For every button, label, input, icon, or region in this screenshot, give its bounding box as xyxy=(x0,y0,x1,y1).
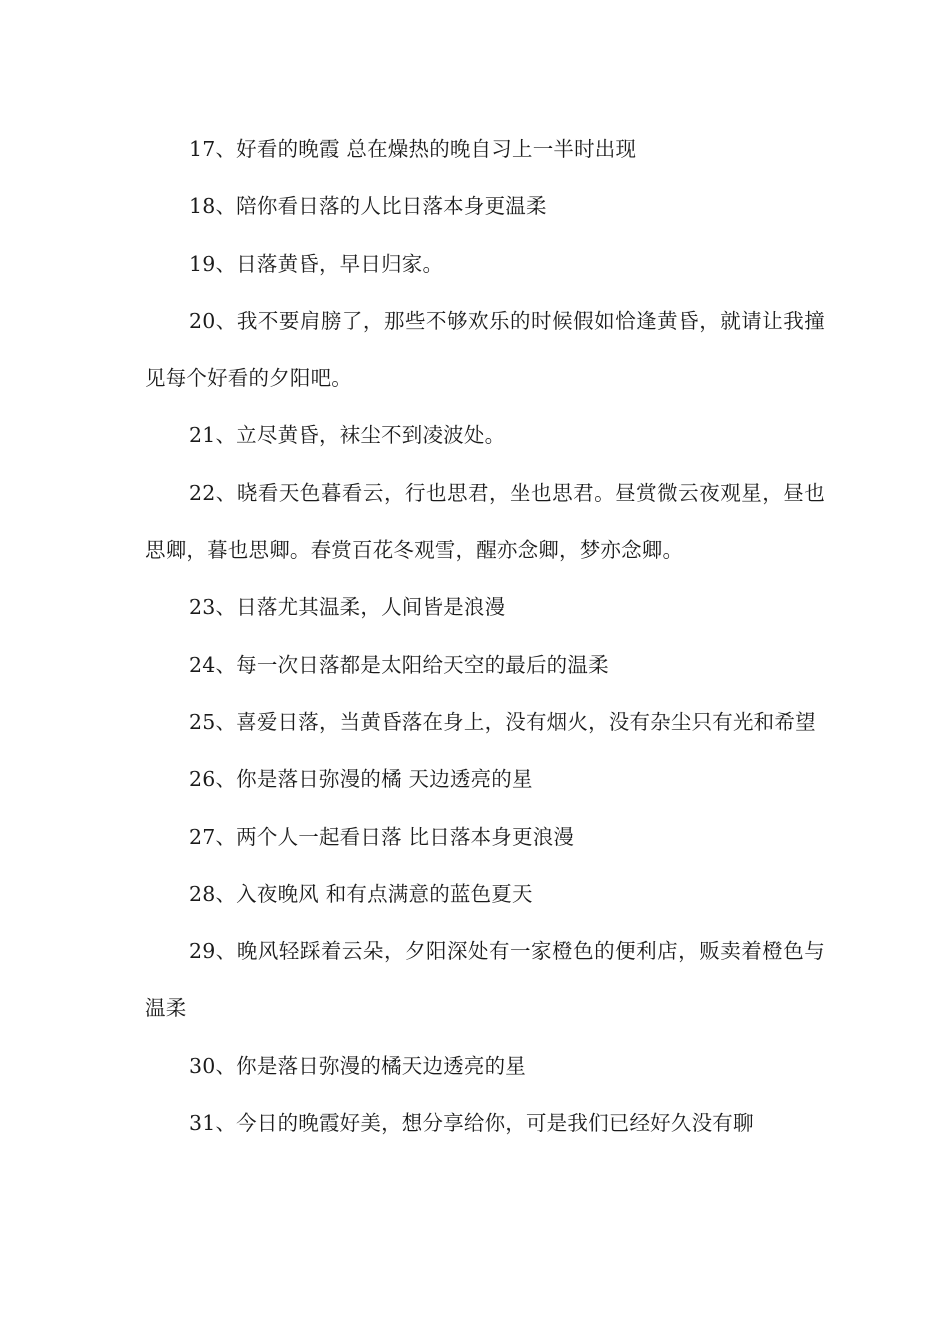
list-item: 30、你是落日弥漫的橘天边透亮的星 xyxy=(189,1053,526,1078)
list-item: 22、晓看天色暮看云，行也思君，坐也思君。昼赏微云夜观星，昼也思卿，暮也思卿。春赏百花冬观雪，醒亦念卿，梦亦念卿。 xyxy=(145,480,825,563)
list-item: 27、两个人一起看日落 比日落本身更浪漫 xyxy=(189,824,575,849)
list-item: 25、喜爱日落，当黄昏落在身上，没有烟火，没有杂尘只有光和希望 xyxy=(189,709,816,734)
list-item: 17、好看的晚霞 总在燥热的晚自习上一半时出现 xyxy=(189,137,637,161)
list-item: 24、每一次日落都是太阳给天空的最后的温柔 xyxy=(189,652,609,677)
list-item: 29、晚风轻踩着云朵，夕阳深处有一家橙色的便利店，贩卖着橙色与温柔 xyxy=(145,939,825,1021)
list-item: 19、日落黄昏，早日归家。 xyxy=(189,251,444,276)
list-item: 31、今日的晚霞好美，想分享给你，可是我们已经好久没有聊 xyxy=(189,1111,754,1136)
list-item: 28、入夜晚风 和有点满意的蓝色夏天 xyxy=(189,881,533,906)
list-item: 21、立尽黄昏，袜尘不到凌波处。 xyxy=(189,423,506,448)
list-item: 23、日落尤其温柔，人间皆是浪漫 xyxy=(189,595,506,620)
list-item: 20、我不要肩膀了，那些不够欢乐的时候假如恰逢黄昏，就请让我撞见每个好看的夕阳吧。 xyxy=(145,308,825,391)
list-item: 18、陪你看日落的人比日落本身更温柔 xyxy=(189,194,547,219)
list-item: 26、你是落日弥漫的橘 天边透亮的星 xyxy=(189,767,533,792)
document-body xyxy=(145,121,825,1152)
